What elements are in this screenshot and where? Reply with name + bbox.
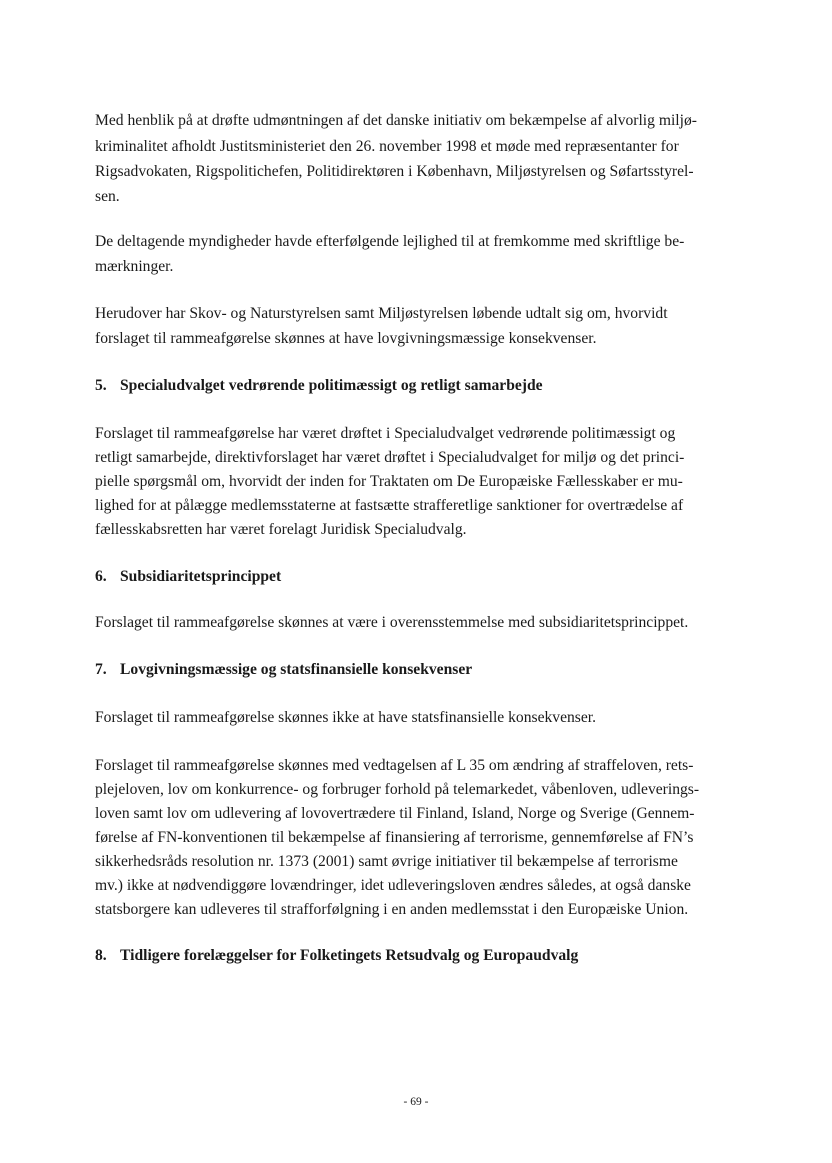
- section-heading-7: [95, 660, 472, 680]
- paragraph-7-line-4: førelse af FN-konventionen til bekæmpelse af finansiering af terrorisme, gennemførelse af FN’s: [95, 829, 694, 846]
- section-number: 7.: [95, 661, 107, 678]
- paragraph-2-line-1: De deltagende myndigheder havde efterfølgende lejlighed til at fremkomme med skriftlige be-: [95, 233, 685, 250]
- paragraph-1-line-3: Rigsadvokaten, Rigspolitichefen, Politidirektøren i København, Miljøstyrelsen og Søfartsstyrel-: [95, 163, 694, 180]
- paragraph-3-line-2: forslaget til rammeafgørelse skønnes at have lovgivningsmæssige konsekvenser.: [95, 330, 597, 347]
- section-title: Lovgivningsmæssige og statsfinansielle konsekvenser: [120, 661, 473, 678]
- paragraph-7-line-1: Forslaget til rammeafgørelse skønnes med vedtagelsen af L 35 om ændring af straffeloven, rets-: [95, 757, 694, 774]
- section-title: Subsidiaritetsprincippet: [120, 568, 282, 585]
- paragraph-3-line-1: Herudover har Skov- og Naturstyrelsen samt Miljøstyrelsen løbende udtalt sig om, hvorvidt: [95, 305, 668, 322]
- paragraph-1-line-2: kriminalitet afholdt Justitsministeriet den 26. november 1998 et møde med repræsentanter for: [95, 138, 679, 155]
- paragraph-2-line-2: mærkninger.: [95, 258, 174, 275]
- section-title: Tidligere forelæggelser for Folketingets Retsudvalg og Europaudvalg: [120, 947, 579, 964]
- paragraph-1-line-4: sen.: [95, 188, 120, 205]
- paragraph-1-line-1: Med henblik på at drøfte udmøntningen af det danske initiativ om bekæmpelse af alvorlig miljø-: [95, 112, 697, 129]
- paragraph-4-line-5: fællesskabsretten har været forelagt Juridisk Specialudvalg.: [95, 521, 467, 538]
- page-number: - 69 -: [403, 1096, 429, 1108]
- section-number: 8.: [95, 947, 107, 964]
- paragraph-4-line-1: Forslaget til rammeafgørelse har været drøftet i Specialudvalget vedrørende politimæssigt og: [95, 425, 676, 442]
- paragraph-7-line-5: sikkerhedsråds resolution nr. 1373 (2001) samt øvrige initiativer til bekæmpelse af terrorisme: [95, 853, 678, 870]
- section-title: Specialudvalget vedrørende politimæssigt og retligt samarbejde: [120, 377, 543, 394]
- section-heading-5: [95, 376, 543, 396]
- paragraph-4-line-4: lighed for at pålægge medlemsstaterne at fastsætte strafferetlige sanktioner for overtrædelse af: [95, 497, 684, 514]
- paragraph-5-line-1: Forslaget til rammeafgørelse skønnes at være i overensstemmelse med subsidiaritetsprincippet.: [95, 614, 689, 631]
- section-heading-8: [95, 946, 578, 966]
- paragraph-4-line-2: retligt samarbejde, direktivforslaget har været drøftet i Specialudvalget for miljø og det princi-: [95, 449, 685, 466]
- paragraph-6-line-1: Forslaget til rammeafgørelse skønnes ikke at have statsfinansielle konsekvenser.: [95, 709, 597, 726]
- section-number: 5.: [95, 377, 107, 394]
- paragraph-7-line-6: mv.) ikke at nødvendiggøre lovændringer, idet udleveringsloven ændres således, at også danske: [95, 877, 691, 894]
- section-number: 6.: [95, 568, 107, 585]
- section-heading-6: [95, 567, 281, 587]
- paragraph-7-line-3: loven samt lov om udlevering af lovovertrædere til Finland, Island, Norge og Sverige (Gennem-: [95, 805, 695, 822]
- paragraph-7-line-7: statsborgere kan udleveres til strafforfølgning i en anden medlemsstat i den Europæiske Union.: [95, 901, 689, 918]
- paragraph-7-line-2: plejeloven, lov om konkurrence- og forbruger forhold på telemarkedet, våbenloven, udleverings-: [95, 781, 700, 798]
- paragraph-4-line-3: pielle spørgsmål om, hvorvidt der inden for Traktaten om De Europæiske Fællesskaber er mu-: [95, 473, 683, 490]
